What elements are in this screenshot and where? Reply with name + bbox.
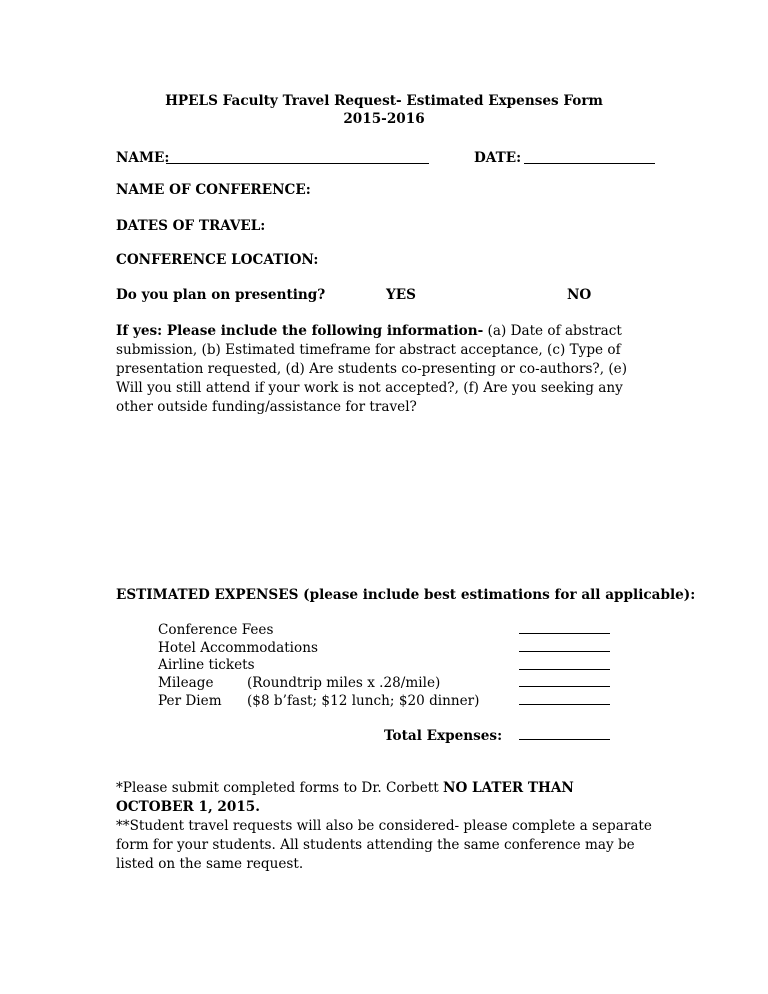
expense-label-mileage: Mileage [158, 675, 214, 691]
mileage-field[interactable] [519, 686, 610, 687]
if-yes-details: (a) Date of abstract submission, (b) Estimated timeframe for abstract acceptance, (c) Type of presentation requested, (d) Are students co-presenting or co-authors?, (e) Will you still attend if your work is not accepted?, (f) Are you seeking any other outside funding/assistance for travel? [116, 323, 628, 415]
hotel-field[interactable] [519, 651, 610, 652]
form-title: HPELS Faculty Travel Request- Estimated Expenses Form [165, 93, 603, 109]
expense-label-hotel: Hotel Accommodations [158, 640, 318, 656]
if-yes-instructions [116, 322, 656, 417]
conference-name-label: NAME OF CONFERENCE: [116, 182, 311, 198]
name-label: NAME: [116, 150, 170, 166]
yes-option[interactable]: YES [386, 287, 416, 303]
airline-field[interactable] [519, 669, 610, 670]
expense-label-airline: Airline tickets [158, 657, 255, 673]
per-diem-detail: ($8 b’fast; $12 lunch; $20 dinner) [247, 693, 480, 709]
form-year: 2015-2016 [343, 111, 425, 127]
presenting-question: Do you plan on presenting? [116, 287, 326, 303]
total-expenses-field[interactable] [519, 739, 610, 740]
expense-label-per-diem: Per Diem [158, 693, 222, 709]
conference-location-label: CONFERENCE LOCATION: [116, 252, 319, 268]
submission-deadline: NO LATER THAN OCTOBER 1, 2015. [116, 780, 574, 815]
expenses-heading: ESTIMATED EXPENSES (please include best estimations for all applicable): [116, 587, 696, 603]
student-requests-note: **Student travel requests will also be considered- please complete a separate form for your students. All students attending the same conference may be listed on the same request. [116, 818, 652, 872]
date-label: DATE: [474, 150, 522, 166]
total-expenses-label: Total Expenses: [384, 728, 503, 744]
date-field[interactable] [524, 163, 655, 164]
name-field[interactable] [166, 163, 429, 164]
if-yes-lead: If yes: Please include the following information- [116, 323, 484, 339]
submission-note-text: *Please submit completed forms to Dr. Corbett [116, 780, 444, 796]
mileage-detail: (Roundtrip miles x .28/mile) [247, 675, 441, 691]
expense-label-conference-fees: Conference Fees [158, 622, 274, 638]
conference-fees-field[interactable] [519, 633, 610, 634]
per-diem-field[interactable] [519, 704, 610, 705]
submission-note [116, 779, 656, 817]
travel-dates-label: DATES OF TRAVEL: [116, 218, 266, 234]
no-option[interactable]: NO [567, 287, 592, 303]
